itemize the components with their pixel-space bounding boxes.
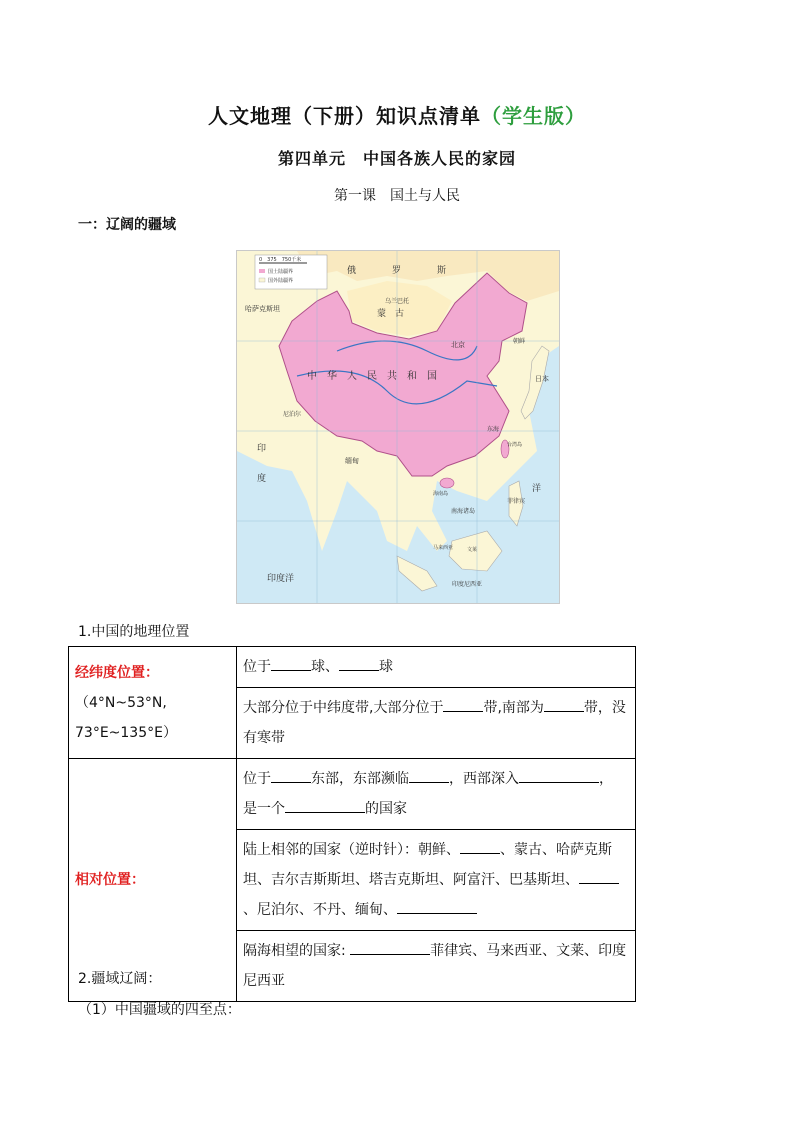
blank-hemisphere-2[interactable]: [339, 652, 379, 671]
label-russia-2: 罗: [392, 266, 402, 276]
label-philippines: 菲律宾: [507, 498, 526, 505]
blank-ocean[interactable]: [409, 764, 449, 783]
label-india-1: 印: [257, 444, 267, 454]
label-ulaanbaatar: 乌兰巴托: [385, 298, 410, 305]
latlon-coord-1: （4°N~53°N,: [75, 694, 167, 711]
text: 是一个: [243, 801, 285, 817]
position-table: [68, 646, 636, 1002]
title-main: 人文地理（下册）知识点清单: [208, 104, 481, 128]
label-russia-3: 斯: [437, 266, 447, 276]
relative-line-1: [237, 759, 636, 830]
latlon-line-1: [237, 647, 636, 688]
blank-neighbor-1[interactable]: [460, 835, 500, 854]
part3-heading: （1）中国疆域的四至点：: [78, 1002, 241, 1018]
text: ，西部深入: [449, 771, 519, 787]
label-hainan: 海南岛: [433, 491, 449, 497]
blank-sea-neighbor[interactable]: [350, 936, 430, 955]
text: 东部，东部濒临: [311, 771, 409, 787]
text: 、尼泊尔、不丹、缅甸、: [243, 902, 397, 918]
text: ，: [599, 771, 613, 787]
latlon-coord-2: 73°E~135°E）: [75, 724, 177, 741]
text: 的国家: [365, 801, 407, 817]
label-korea: 朝鲜: [513, 338, 526, 345]
legend-swatch-1: [259, 269, 265, 273]
legend-swatch-2: [259, 278, 265, 282]
text: 位于: [243, 771, 271, 787]
blank-continent[interactable]: [271, 764, 311, 783]
text: 带,南部为: [483, 700, 544, 716]
relative-cell: [69, 759, 237, 1002]
text: 带，没有寒带: [243, 700, 626, 746]
page-title: [0, 100, 794, 129]
latlon-line-2: [237, 688, 636, 759]
text: 、蒙古、哈萨克斯坦、吉尔吉斯斯坦、塔吉克斯坦、阿富汗、巴基斯坦、: [243, 842, 612, 888]
relative-line-3: [237, 931, 636, 1002]
blank-inland[interactable]: [519, 764, 599, 783]
label-pacific: 洋: [532, 484, 542, 494]
text: 陆上相邻的国家（逆时针）：朝鲜、: [243, 842, 460, 858]
label-japan: 日本: [535, 375, 549, 383]
label-taiwan: 台湾岛: [507, 442, 523, 448]
label-kazakh: 哈萨克斯坦: [245, 305, 280, 313]
part1-heading: 1.中国的地理位置: [78, 624, 190, 640]
label-east-sea: 东海: [487, 426, 500, 433]
text: 菲律宾、马来西亚、文莱、印度尼西亚: [243, 943, 627, 989]
label-mongolia: 蒙 古: [377, 309, 405, 319]
label-nepal: 尼泊尔: [283, 411, 302, 418]
latlon-cell: [69, 647, 237, 759]
label-beijing: 北京: [451, 341, 465, 349]
text: 球、: [311, 659, 339, 675]
label-india-2: 度: [257, 474, 267, 484]
latlon-label: 经纬度位置：: [75, 664, 159, 681]
label-indonesia: 印度尼西亚: [452, 581, 483, 588]
text: 隔海相望的国家:: [243, 943, 346, 959]
table-row: [69, 647, 636, 688]
lesson-title: 第一课 国土与人民: [334, 188, 460, 204]
part2-heading: 2.疆域辽阔：: [78, 971, 162, 987]
relative-line-2: [237, 830, 636, 931]
relative-label: 相对位置：: [75, 872, 145, 888]
table-row: [69, 759, 636, 830]
blank-zone-1[interactable]: [443, 693, 483, 712]
label-russia-1: 俄: [347, 266, 357, 276]
unit-title: 第四单元 中国各族人民的家园: [277, 149, 516, 168]
text: 球: [379, 659, 393, 675]
legend-item-1: 国土陆疆界: [268, 269, 294, 275]
legend-scale: 0 375 750千米: [259, 257, 302, 263]
blank-country-type[interactable]: [285, 794, 365, 813]
hainan-island: [440, 478, 454, 488]
label-south-sea: 南海诸岛: [451, 508, 476, 515]
text: 位于: [243, 659, 271, 675]
blank-neighbor-2[interactable]: [579, 865, 619, 884]
legend-item-2: 国外陆疆界: [268, 278, 294, 284]
china-map: [236, 250, 560, 604]
label-malaysia: 马来西亚: [433, 545, 454, 551]
blank-zone-2[interactable]: [544, 693, 584, 712]
section-heading: 一：辽阔的疆域: [78, 217, 176, 233]
title-tag: （学生版）: [481, 104, 586, 128]
blank-hemisphere-1[interactable]: [271, 652, 311, 671]
blank-neighbor-3[interactable]: [397, 895, 477, 914]
text: 大部分位于中纬度带,大部分位于: [243, 700, 444, 716]
map-image: [237, 251, 559, 603]
label-china: 中 华 人 民 共 和 国: [307, 371, 437, 382]
label-myanmar: 缅甸: [345, 457, 359, 465]
label-ocean: 印度洋: [267, 574, 295, 584]
label-brunei: 文莱: [467, 547, 478, 553]
